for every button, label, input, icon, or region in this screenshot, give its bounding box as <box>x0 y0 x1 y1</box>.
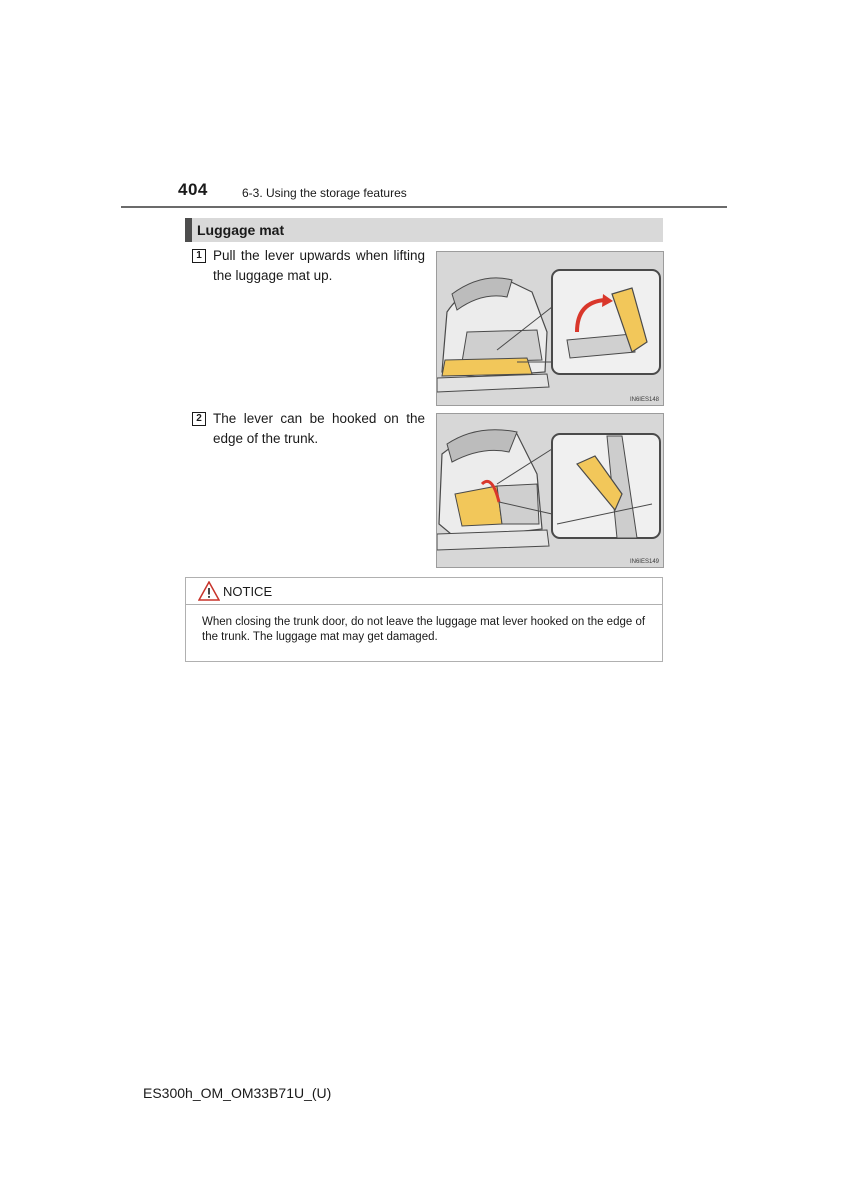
footer-document-code: ES300h_OM_OM33B71U_(U) <box>143 1085 332 1101</box>
notice-text: When closing the trunk door, do not leave the luggage mat lever hooked on the edge of the trunk. The luggage mat may get damaged. <box>202 616 646 643</box>
trunk-lever-lift-illustration <box>437 252 663 405</box>
figure-code-2: IN6IES149 <box>629 559 659 565</box>
notice-box <box>185 577 663 662</box>
subheading-accent <box>185 218 192 242</box>
step-text-1: Pull the lever upwards when lifting the luggage mat up. <box>213 248 425 283</box>
figure-lift-lever <box>436 251 664 406</box>
page-number: 404 <box>178 180 208 199</box>
notice-header <box>186 578 662 605</box>
step-number-1: 1 <box>192 249 206 263</box>
subheading-title: Luggage mat <box>197 222 285 238</box>
figure-hook-lever <box>436 413 664 568</box>
trunk-lever-hook-illustration <box>437 414 663 567</box>
step-number-2: 2 <box>192 412 206 426</box>
warning-triangle-icon <box>198 581 220 601</box>
header-divider <box>121 206 727 208</box>
section-title: 6-3. Using the storage features <box>242 186 407 200</box>
notice-label: NOTICE <box>223 584 273 599</box>
subheading-bar <box>185 218 663 242</box>
figure-code-1: IN6IES148 <box>629 397 659 403</box>
step-text-2: The lever can be hooked on the edge of the trunk. <box>213 411 425 446</box>
